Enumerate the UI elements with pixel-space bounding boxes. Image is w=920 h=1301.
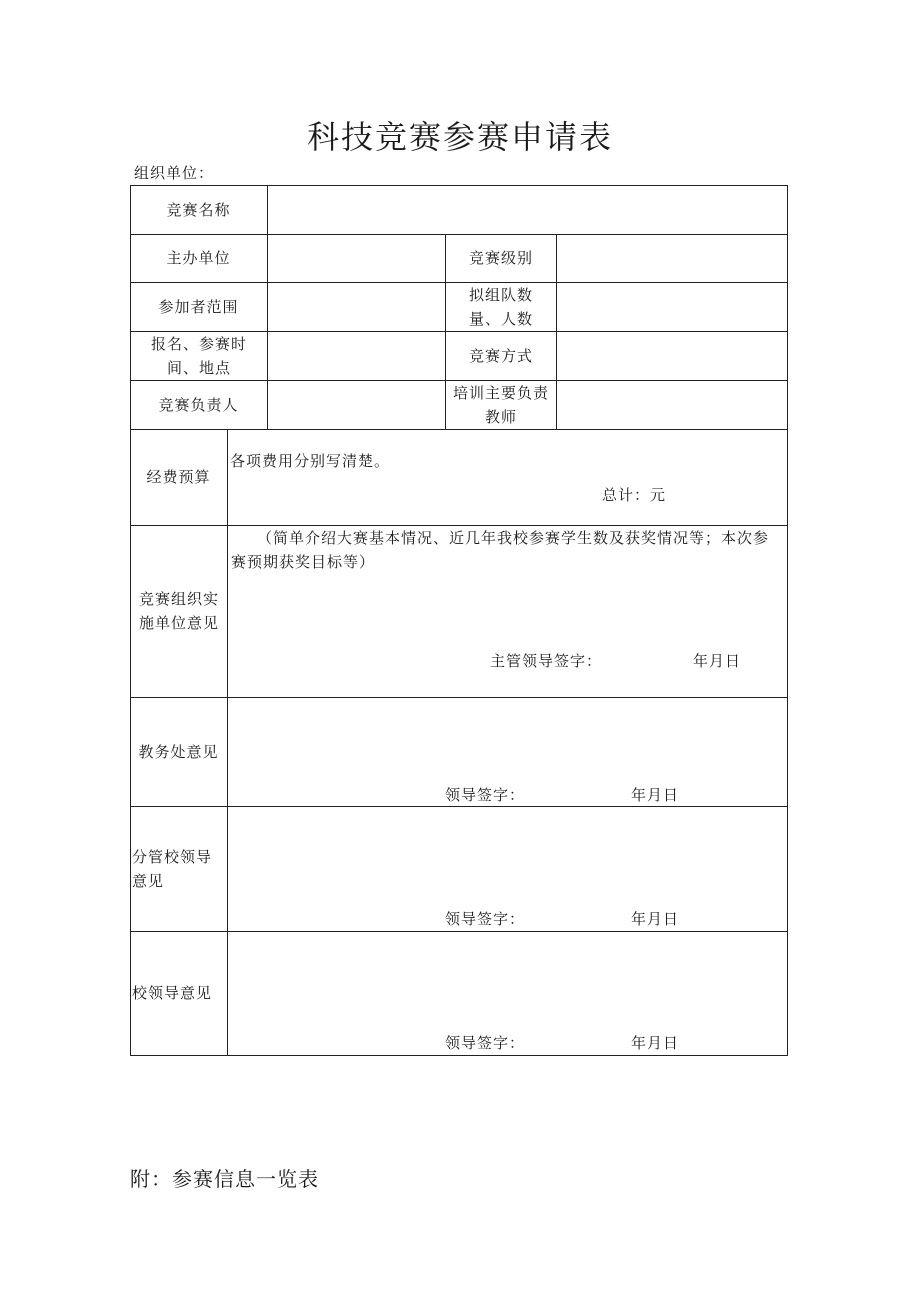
form-title: 科技竞赛参赛申请表	[306, 118, 613, 156]
leader-label: 竞赛负责人	[158, 395, 239, 414]
vice-principal-signature-label: 领导签字：	[445, 910, 526, 928]
vice-principal-date: 年月日	[631, 910, 680, 928]
row-divider	[130, 429, 788, 430]
academic-affairs-date: 年月日	[631, 786, 680, 804]
budget-total[interactable]: 总计：元	[602, 486, 667, 504]
vice-principal-opinion-field[interactable]	[228, 807, 787, 902]
main-leader-signature-label: 主管领导签字：	[490, 652, 603, 670]
school-leader-opinion-field[interactable]	[228, 932, 787, 1027]
registration-time-place-label: 报名、参赛时间、地点	[150, 334, 247, 377]
team-count-label: 拟组队数量、人数	[468, 285, 533, 328]
level-field[interactable]	[557, 235, 787, 282]
format-field[interactable]	[557, 332, 787, 380]
competition-name-label: 竞赛名称	[166, 200, 231, 219]
organizer-field[interactable]	[268, 235, 445, 282]
budget-note[interactable]: 各项费用分别写清楚。	[230, 452, 391, 470]
leader-field[interactable]	[268, 381, 445, 429]
academic-affairs-opinion-label: 教务处意见	[138, 742, 219, 761]
school-leader-signature-label: 领导签字：	[445, 1034, 526, 1052]
academic-affairs-opinion-field[interactable]	[228, 698, 787, 778]
implementation-date: 年月日	[693, 652, 742, 670]
budget-label: 经费预算	[146, 468, 211, 486]
organizer-label: 主办单位	[166, 249, 231, 267]
border-right	[787, 185, 788, 1056]
application-form-table	[130, 185, 788, 1056]
format-label: 竞赛方式	[468, 346, 533, 365]
school-leader-opinion-label: 校领导意见	[132, 984, 213, 1002]
border-bottom	[130, 1055, 788, 1056]
trainer-label: 培训主要负责教师	[452, 383, 549, 426]
implementation-opinion-label: 竞赛组织实施单位意见	[138, 590, 219, 632]
school-leader-date: 年月日	[631, 1034, 680, 1052]
organization-label: 组织单位：	[134, 164, 215, 182]
registration-time-place-field[interactable]	[268, 332, 445, 380]
implementation-opinion-note[interactable]: （简单介绍大赛基本情况、近几年我校参赛学生数及获奖情况等；本次参赛预期获奖目标等）	[231, 529, 770, 571]
trainer-field[interactable]	[557, 381, 787, 429]
vice-principal-opinion-label: 分管校领导意见	[132, 848, 213, 890]
participants-scope-field[interactable]	[268, 283, 445, 331]
academic-affairs-signature-label: 领导签字：	[445, 786, 526, 804]
participants-scope-label: 参加者范围	[158, 297, 239, 316]
appendix-heading: 附：参赛信息一览表	[130, 1167, 319, 1191]
team-count-field[interactable]	[557, 283, 787, 331]
competition-name-field[interactable]	[268, 186, 787, 234]
level-label: 竞赛级别	[468, 249, 533, 267]
